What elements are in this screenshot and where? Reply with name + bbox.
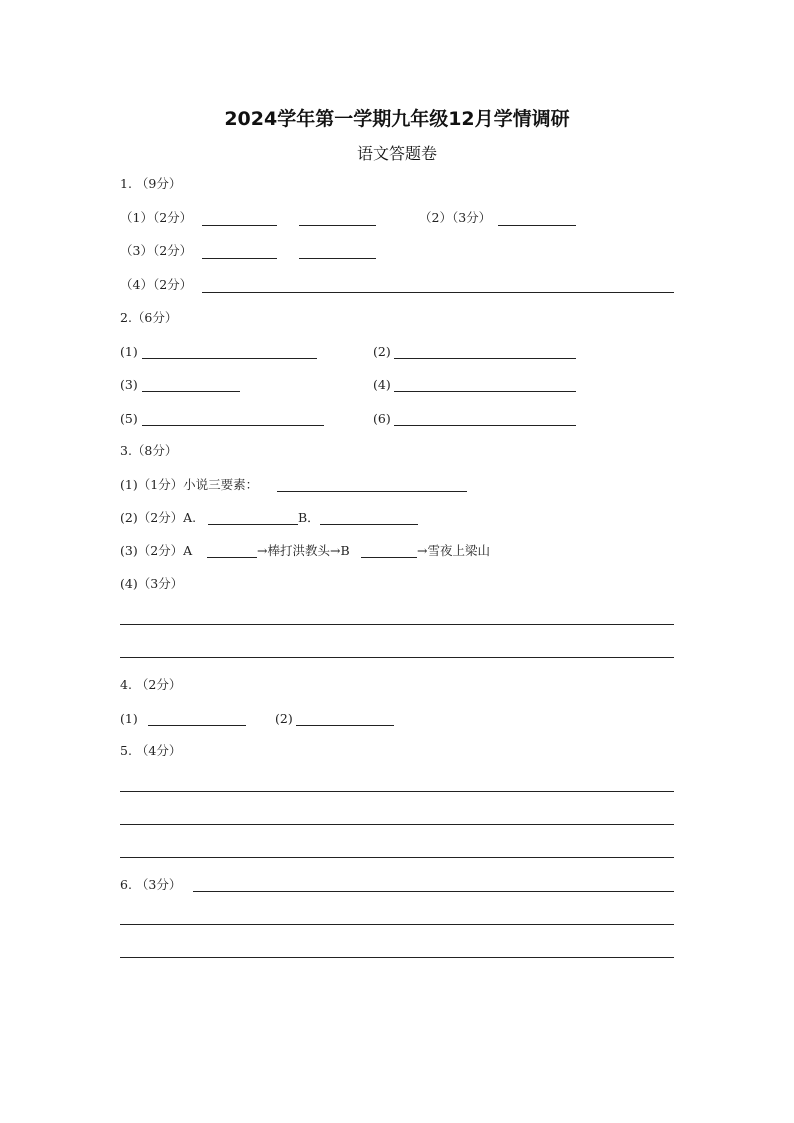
- q3-part2-label: (2)（2分）A.: [120, 510, 197, 525]
- q2-part3-blank[interactable]: [142, 391, 240, 392]
- q4-part1-blank[interactable]: [148, 725, 246, 726]
- q2-part6-blank[interactable]: [394, 425, 576, 426]
- q1-part4-label: （4）（2分）: [120, 277, 193, 292]
- q2-part2-label: (2): [373, 344, 391, 359]
- q3-part4-answer-line-2[interactable]: [120, 657, 674, 658]
- q3-part3-blank-b[interactable]: [361, 557, 417, 558]
- q2-part5-label: (5): [120, 411, 138, 426]
- q5-answer-line-1[interactable]: [120, 791, 674, 792]
- q3-part3-blank-a[interactable]: [207, 557, 257, 558]
- page-subtitle: 语文答题卷: [356, 144, 437, 163]
- q3-part3-label: (3)（2分）A: [120, 543, 193, 558]
- q1-label: 1. （9分）: [120, 176, 182, 191]
- q1-part4-blank[interactable]: [202, 292, 674, 293]
- q2-part4-blank[interactable]: [394, 391, 576, 392]
- q5-answer-line-2[interactable]: [120, 824, 674, 825]
- q6-answer-line-1[interactable]: [193, 891, 674, 892]
- page-title: 2024学年第一学期九年级12月学情调研: [224, 108, 570, 130]
- q2-part1-label: (1): [120, 344, 138, 359]
- q1-part3-blank-b[interactable]: [299, 258, 376, 259]
- q2-part2-blank[interactable]: [394, 358, 576, 359]
- q1-part1-blank-a[interactable]: [202, 225, 277, 226]
- q4-part2-blank[interactable]: [296, 725, 394, 726]
- q1-part3-blank-a[interactable]: [202, 258, 277, 259]
- q6-answer-line-3[interactable]: [120, 957, 674, 958]
- q1-part2-blank[interactable]: [498, 225, 576, 226]
- q2-part6-label: (6): [373, 411, 391, 426]
- q2-part1-blank[interactable]: [142, 358, 317, 359]
- q2-label: 2.（6分）: [120, 310, 178, 325]
- q5-label: 5. （4分）: [120, 743, 182, 758]
- q1-part1-label: （1）（2分）: [120, 210, 193, 225]
- q4-label: 4. （2分）: [120, 677, 182, 692]
- q1-part2-label: （2）（3分）: [419, 210, 492, 225]
- q3-part1-label: (1)（1分）小说三要素：: [120, 477, 259, 492]
- q3-part4-label: (4)（3分）: [120, 576, 184, 591]
- q6-label: 6. （3分）: [120, 877, 182, 892]
- q2-part5-blank[interactable]: [142, 425, 324, 426]
- q3-part2-b-label: B．: [298, 510, 320, 525]
- q3-part3-end-text: →雪夜上梁山: [417, 543, 490, 558]
- q2-part3-label: (3): [120, 377, 138, 392]
- q6-answer-line-2[interactable]: [120, 924, 674, 925]
- q3-part2-blank-b[interactable]: [320, 524, 418, 525]
- q3-part1-blank[interactable]: [277, 491, 467, 492]
- q5-answer-line-3[interactable]: [120, 857, 674, 858]
- q3-part4-answer-line-1[interactable]: [120, 624, 674, 625]
- q2-part4-label: (4): [373, 377, 391, 392]
- q4-part2-label: (2): [275, 711, 293, 726]
- q3-label: 3.（8分）: [120, 443, 178, 458]
- q4-part1-label: (1): [120, 711, 138, 726]
- q1-part1-blank-b[interactable]: [299, 225, 376, 226]
- q3-part3-middle-text: →棒打洪教头→B: [257, 543, 350, 558]
- q3-part2-blank-a[interactable]: [208, 524, 298, 525]
- q1-part3-label: （3）（2分）: [120, 243, 193, 258]
